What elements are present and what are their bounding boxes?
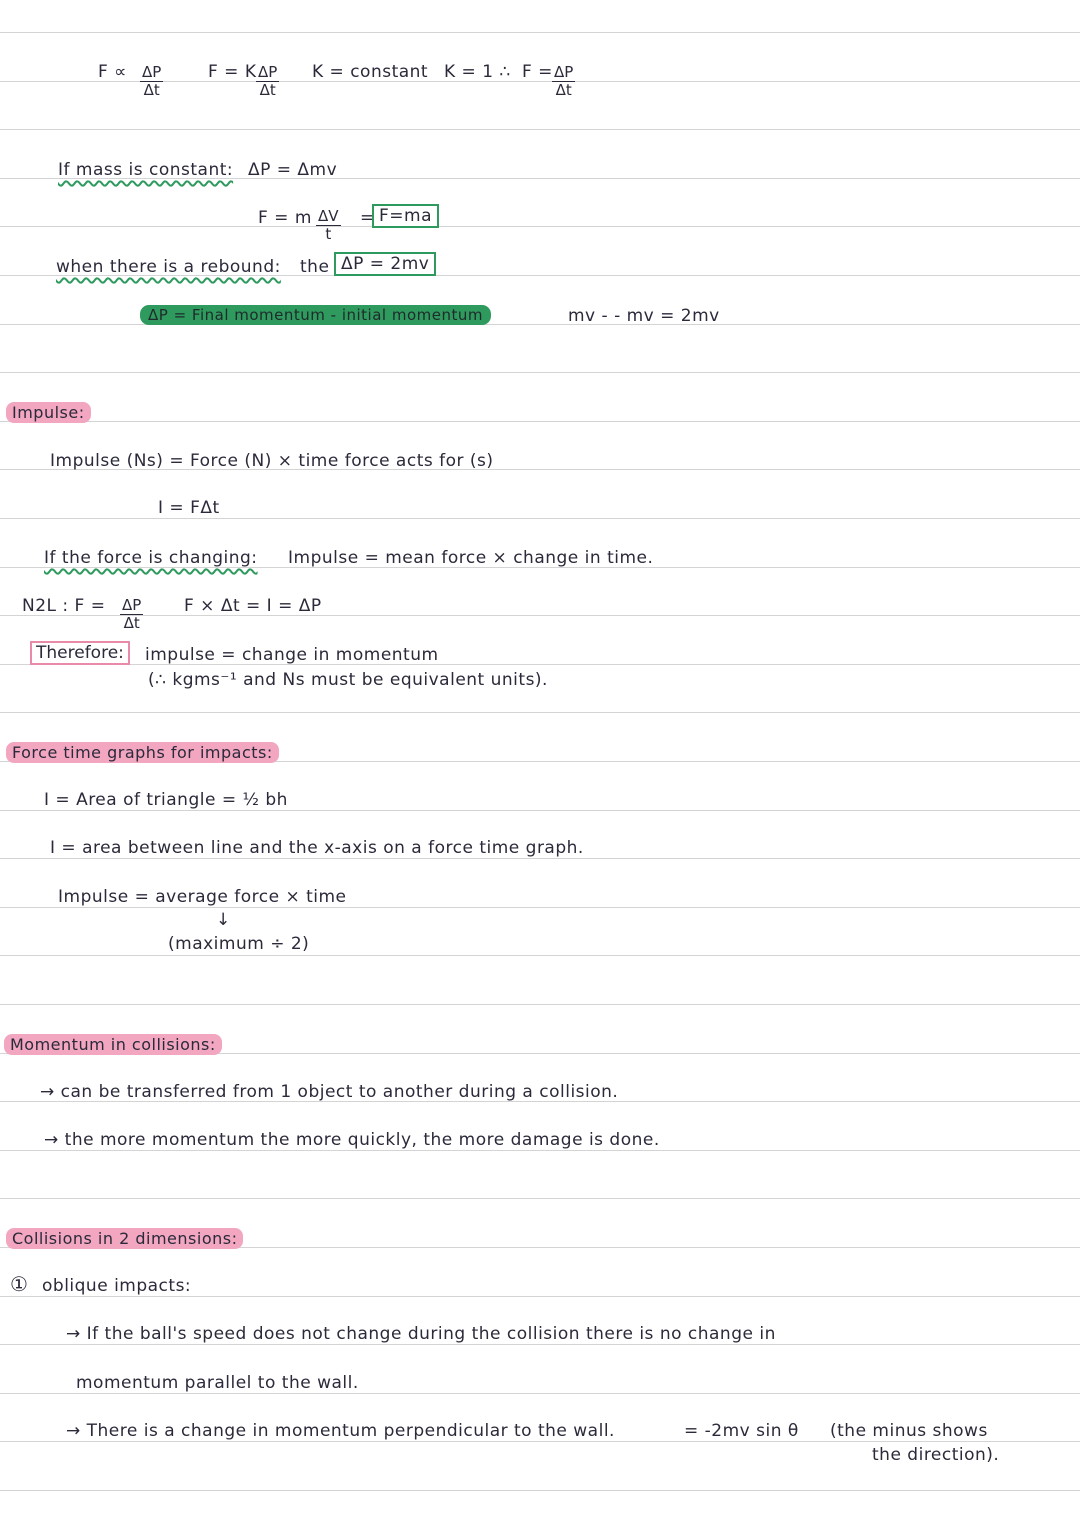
changing-force-label: If the force is changing:: [44, 548, 258, 568]
fraction-numerator: ΔV: [318, 207, 339, 225]
circled-one-icon: ①: [10, 1272, 29, 1296]
fraction-numerator: ΔP: [142, 63, 162, 81]
therefore-boxed: Therefore:: [30, 641, 130, 665]
n2l-prefix: N2L : F =: [22, 596, 106, 616]
fraction-dp-dt: [552, 64, 575, 99]
fraction-dp-dt: [120, 597, 143, 632]
therefore-text: impulse = change in momentum: [145, 645, 439, 665]
maximum-note: (maximum ÷ 2): [168, 934, 310, 954]
ruled-line: [0, 1490, 1080, 1491]
mass-constant-label: If mass is constant:: [58, 160, 234, 180]
fraction-denominator: t: [325, 225, 332, 243]
fraction-dv-t: [316, 208, 341, 243]
impulse-heading: Impulse:: [6, 402, 91, 423]
f-ma-boxed: F=ma: [372, 204, 439, 228]
ruled-line: [0, 129, 1080, 130]
force-time-heading: Force time graphs for impacts:: [6, 742, 279, 763]
ruled-line: [0, 1441, 1080, 1442]
down-arrow-icon: ↓: [216, 910, 231, 930]
impulse-average: Impulse = average force × time: [58, 887, 347, 907]
ruled-line: [0, 1344, 1080, 1345]
fraction-denominator: Δt: [555, 81, 572, 99]
impulse-definition: Impulse (Ns) = Force (N) × time force acts for (s): [50, 451, 494, 471]
collisions-bullet-1: → can be transferred from 1 object to another during a collision.: [40, 1082, 619, 1102]
units-note: (∴ kgms⁻¹ and Ns must be equivalent units).: [148, 670, 548, 690]
oblique-bullet-1-line-2: momentum parallel to the wall.: [76, 1373, 359, 1393]
fraction-dp-dt: [256, 64, 279, 99]
ruled-line: [0, 810, 1080, 811]
ruled-line: [0, 712, 1080, 713]
f-equals-k: F = K: [208, 62, 257, 82]
ruled-line: [0, 421, 1080, 422]
perpendicular-equation: = -2mv sin θ: [684, 1421, 799, 1441]
ruled-line: [0, 1393, 1080, 1394]
equals-sign: =: [360, 208, 375, 228]
changing-force-text: Impulse = mean force × change in time.: [288, 548, 654, 568]
fraction-denominator: Δt: [143, 81, 160, 99]
ruled-line: [0, 372, 1080, 373]
minus-note-line-2: the direction).: [872, 1445, 1000, 1465]
ruled-line: [0, 615, 1080, 616]
ruled-line: [0, 858, 1080, 859]
collisions-bullet-2: → the more momentum the more quickly, the more damage is done.: [44, 1130, 660, 1150]
k-equals-one: K = 1 ∴: [444, 62, 511, 82]
rebound-the: the: [300, 257, 330, 277]
n2l-rest: F × Δt = I = ΔP: [184, 596, 322, 616]
f-equals: F =: [522, 62, 553, 82]
impulse-formula: I = FΔt: [158, 498, 220, 518]
rebound-boxed: ΔP = 2mv: [334, 252, 436, 276]
oblique-bullet-2: → There is a change in momentum perpendicular to the wall.: [66, 1421, 615, 1441]
two-d-heading: Collisions in 2 dimensions:: [6, 1228, 243, 1249]
f-equals-m: F = m: [258, 208, 312, 228]
ruled-line: [0, 518, 1080, 519]
fraction-denominator: Δt: [123, 614, 140, 632]
fraction-dp-dt: [140, 64, 163, 99]
momentum-change-calc: mv - - mv = 2mv: [568, 306, 720, 326]
oblique-impacts-label: oblique impacts:: [42, 1276, 192, 1296]
area-triangle: I = Area of triangle = ½ bh: [44, 790, 288, 810]
ruled-line: [0, 32, 1080, 33]
k-constant: K = constant: [312, 62, 429, 82]
fraction-numerator: ΔP: [258, 63, 278, 81]
ruled-line: [0, 226, 1080, 227]
ruled-line: [0, 907, 1080, 908]
fraction-numerator: ΔP: [554, 63, 574, 81]
minus-note-line-1: (the minus shows: [830, 1421, 988, 1441]
area-line: I = area between line and the x-axis on a force time graph.: [50, 838, 584, 858]
f-proportional: F ∝: [98, 62, 127, 82]
oblique-bullet-1-line-1: → If the ball's speed does not change during the collision there is no change in: [66, 1324, 776, 1344]
fraction-denominator: Δt: [259, 81, 276, 99]
ruled-line: [0, 1004, 1080, 1005]
collisions-heading: Momentum in collisions:: [4, 1034, 222, 1055]
ruled-line: [0, 1296, 1080, 1297]
ruled-line: [0, 955, 1080, 956]
momentum-change-definition: ΔP = Final momentum - initial momentum: [140, 305, 491, 325]
ruled-line: [0, 1150, 1080, 1151]
ruled-line: [0, 1198, 1080, 1199]
fraction-numerator: ΔP: [122, 596, 142, 614]
mass-constant-text: ΔP = Δmv: [248, 160, 338, 180]
rebound-label: when there is a rebound:: [56, 257, 281, 277]
